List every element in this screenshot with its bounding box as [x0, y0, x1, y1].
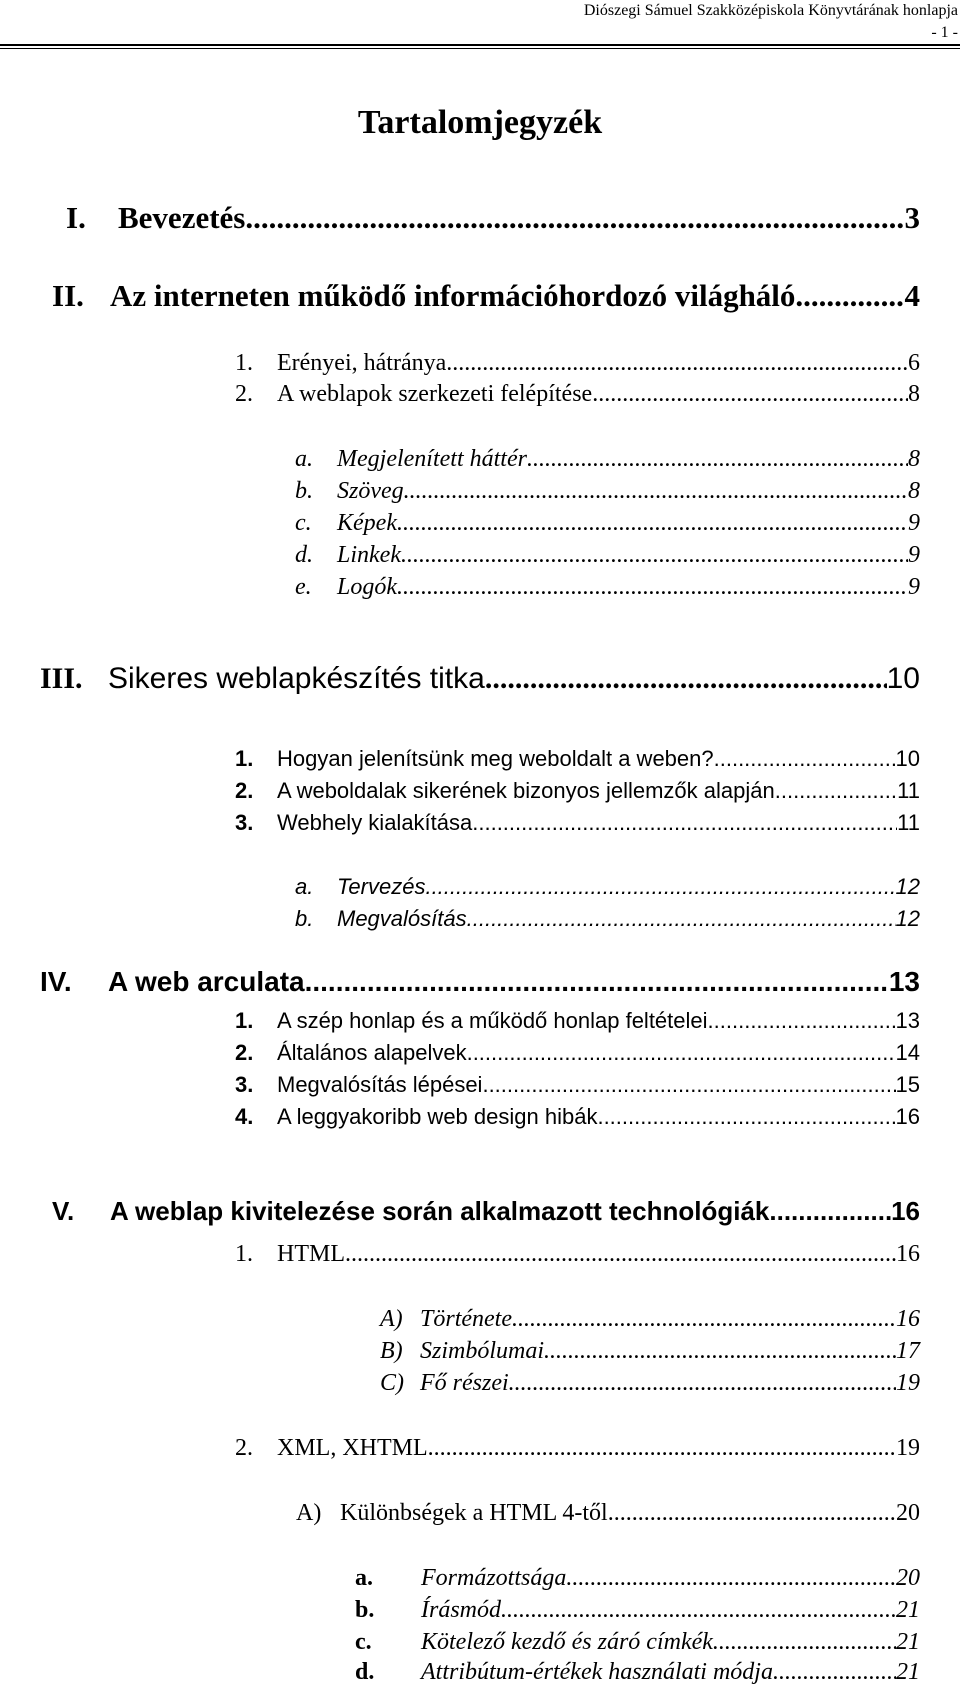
toc-number: b.: [355, 1597, 375, 1623]
toc-leader: [608, 1500, 896, 1527]
toc-entry[interactable]: [295, 574, 920, 601]
toc-leader: [769, 1196, 891, 1227]
toc-number: 1.: [235, 350, 253, 376]
toc-leader: [485, 662, 887, 696]
toc-entry[interactable]: [40, 662, 920, 696]
toc-number: III.: [40, 662, 83, 695]
toc-entry[interactable]: [235, 350, 920, 377]
toc-entry[interactable]: [355, 1597, 920, 1624]
toc-label: Megvalósítás lépései: [277, 1072, 483, 1097]
toc-page: 8: [908, 446, 920, 472]
toc-leader: [713, 1629, 896, 1656]
toc-number: 2.: [235, 1435, 253, 1461]
toc-entry[interactable]: [380, 1306, 920, 1333]
toc-number: e.: [295, 574, 312, 600]
toc-label: A szép honlap és a működő honlap feltételei: [277, 1008, 708, 1033]
toc-page: 13: [888, 966, 920, 997]
toc-entry[interactable]: [52, 1196, 920, 1227]
toc-leader: [509, 1370, 896, 1397]
toc-label: HTML: [277, 1241, 345, 1267]
toc-leader: [345, 1241, 896, 1268]
toc-leader: [467, 1040, 896, 1066]
toc-page: 4: [904, 278, 920, 313]
page-title: Tartalomjegyzék: [357, 104, 603, 141]
toc-entry[interactable]: [295, 446, 920, 473]
toc-number: b.: [295, 478, 313, 504]
toc-entry[interactable]: [380, 1338, 920, 1365]
toc-page: 19: [896, 1370, 920, 1396]
toc-label: Szimbólumai: [420, 1338, 545, 1364]
toc-leader: [397, 574, 908, 601]
toc-entry[interactable]: [355, 1565, 920, 1592]
toc-entry[interactable]: [235, 778, 920, 804]
toc-entry[interactable]: [295, 510, 920, 537]
toc-label: Az interneten működő információhordozó világháló: [110, 278, 796, 313]
toc-leader: [245, 200, 904, 236]
toc-entry[interactable]: [355, 1659, 920, 1686]
toc-page: 21: [896, 1659, 920, 1685]
toc-page: 9: [908, 542, 920, 568]
toc-number: 2.: [235, 1040, 254, 1065]
toc-page: 10: [886, 662, 920, 695]
toc-leader: [305, 966, 889, 998]
toc-page: 19: [896, 1435, 920, 1461]
toc-entry[interactable]: [235, 1435, 920, 1462]
toc-page: 12: [895, 874, 920, 899]
toc-page: 8: [908, 381, 920, 407]
toc-number: C): [380, 1370, 404, 1396]
toc-label: Erényei, hátránya: [277, 350, 447, 376]
toc-entry[interactable]: [355, 1629, 920, 1656]
toc-label: Webhely kialakítása: [277, 810, 473, 835]
header-page-number: - 1 -: [931, 24, 958, 41]
toc-label: Logók: [337, 574, 397, 600]
toc-label: Attribútum-értékek használati módja: [421, 1659, 773, 1685]
toc-label: Linkek: [337, 542, 401, 568]
toc-page: 16: [895, 1104, 920, 1129]
toc-number: A): [380, 1306, 403, 1332]
toc-number: d.: [295, 542, 313, 568]
toc-leader: [527, 446, 908, 473]
toc-label: Írásmód: [421, 1597, 502, 1623]
toc-number: a.: [295, 874, 314, 899]
toc-page: 21: [896, 1629, 920, 1655]
toc-leader: [428, 1435, 896, 1462]
toc-number: 1.: [235, 1008, 254, 1033]
toc-leader: [397, 510, 908, 537]
toc-leader: [401, 542, 908, 569]
toc-number: IV.: [40, 966, 72, 997]
toc-label: A leggyakoribb web design hibák: [277, 1104, 598, 1129]
toc-page: 16: [896, 1306, 920, 1332]
toc-entry[interactable]: [235, 1104, 920, 1130]
toc-entry[interactable]: [52, 278, 920, 314]
toc-leader: [404, 478, 908, 505]
toc-leader: [566, 1565, 896, 1592]
toc-number: c.: [355, 1629, 372, 1655]
toc-leader: [467, 906, 896, 932]
toc-leader: [482, 1072, 895, 1098]
toc-label: Sikeres weblapkészítés titka: [108, 662, 485, 695]
header-rule-thin: [0, 48, 960, 49]
toc-leader: [592, 381, 908, 408]
toc-label: Különbségek a HTML 4-től: [340, 1500, 608, 1526]
toc-number: 2.: [235, 381, 253, 407]
toc-label: Általános alapelvek: [277, 1040, 467, 1065]
toc-entry[interactable]: [235, 1040, 920, 1066]
toc-label: A weblap kivitelezése során alkalmazott technológiák: [110, 1196, 770, 1226]
toc-number: A): [296, 1500, 322, 1526]
toc-leader: [425, 874, 895, 900]
toc-page: 9: [908, 510, 920, 536]
toc-label: Képek: [337, 510, 397, 536]
toc-label: Kötelező kezdő és záró címkék: [421, 1629, 713, 1655]
toc-leader: [775, 778, 897, 804]
toc-number: 4.: [235, 1104, 254, 1129]
toc-page: 12: [895, 906, 920, 931]
toc-label: Fő részei: [420, 1370, 509, 1396]
toc-entry[interactable]: [296, 1500, 920, 1527]
toc-leader: [773, 1659, 896, 1686]
toc-number: B): [380, 1338, 403, 1364]
toc-entry[interactable]: [295, 874, 920, 900]
toc-label: Szöveg: [337, 478, 404, 504]
toc-label: XML, XHTML: [277, 1435, 428, 1461]
toc-leader: [472, 810, 897, 836]
toc-number: I.: [66, 200, 86, 235]
toc-entry[interactable]: [235, 1072, 920, 1098]
toc-number: 2.: [235, 778, 254, 803]
toc-entry[interactable]: [295, 478, 920, 505]
toc-leader: [597, 1104, 895, 1130]
toc-page: 20: [896, 1565, 920, 1591]
toc-leader: [512, 1306, 896, 1333]
toc-number: c.: [295, 510, 312, 536]
toc-entry[interactable]: [380, 1370, 920, 1397]
toc-number: a.: [355, 1565, 373, 1591]
toc-number: 3.: [235, 1072, 254, 1097]
toc-number: V.: [52, 1196, 75, 1226]
toc-page: 16: [896, 1241, 920, 1267]
toc-label: Bevezetés: [118, 200, 246, 235]
toc-entry[interactable]: [235, 1241, 920, 1268]
toc-entry[interactable]: [295, 542, 920, 569]
toc-entry[interactable]: [235, 810, 920, 836]
toc-entry[interactable]: [235, 1008, 920, 1034]
toc-page: 20: [896, 1500, 920, 1526]
toc-page: 9: [908, 574, 920, 600]
toc-page: 11: [897, 778, 920, 803]
toc-leader: [501, 1597, 896, 1624]
toc-label: A weboldalak sikerének bizonyos jellemzők alapján: [277, 778, 775, 803]
toc-page: 15: [895, 1072, 920, 1097]
toc-page: 13: [895, 1008, 920, 1033]
toc-number: b.: [295, 906, 314, 931]
toc-label: Megvalósítás: [337, 906, 467, 931]
toc-label: Története: [420, 1306, 512, 1332]
toc-entry[interactable]: [295, 906, 920, 932]
toc-page: 11: [897, 810, 920, 835]
toc-page: 3: [904, 200, 920, 235]
toc-page: 17: [896, 1338, 920, 1364]
toc-page: 6: [908, 350, 920, 376]
toc-entry[interactable]: [235, 746, 920, 772]
toc-label: Tervezés: [337, 874, 426, 899]
toc-number: d.: [355, 1659, 375, 1685]
toc-label: A web arculata: [108, 966, 305, 997]
header-title: Diószegi Sámuel Szakközépiskola Könyvtárának honlapja: [583, 2, 958, 19]
toc-entry[interactable]: [40, 966, 920, 998]
toc-entry[interactable]: [66, 200, 920, 236]
toc-label: Hogyan jelenítsünk meg weboldalt a weben?: [277, 746, 714, 771]
toc-page: 8: [908, 478, 920, 504]
toc-number: 1.: [235, 746, 254, 771]
toc-number: 1.: [235, 1241, 253, 1267]
toc-number: II.: [52, 278, 84, 313]
toc-leader: [708, 1008, 896, 1034]
toc-page: 21: [896, 1597, 920, 1623]
toc-page: 10: [895, 746, 920, 771]
toc-leader: [544, 1338, 896, 1365]
toc-label: Megjelenített háttér: [337, 446, 527, 472]
toc-label: Formázottsága: [421, 1565, 567, 1591]
toc-number: a.: [295, 446, 313, 472]
toc-page: 16: [891, 1196, 920, 1226]
toc-leader: [714, 746, 896, 772]
toc-leader: [795, 278, 904, 314]
toc-number: 3.: [235, 810, 254, 835]
toc-entry[interactable]: [235, 381, 920, 408]
toc-page: 14: [895, 1040, 920, 1065]
toc-leader: [446, 350, 908, 377]
toc-label: A weblapok szerkezeti felépítése: [277, 381, 593, 407]
header-rule: [0, 44, 960, 46]
